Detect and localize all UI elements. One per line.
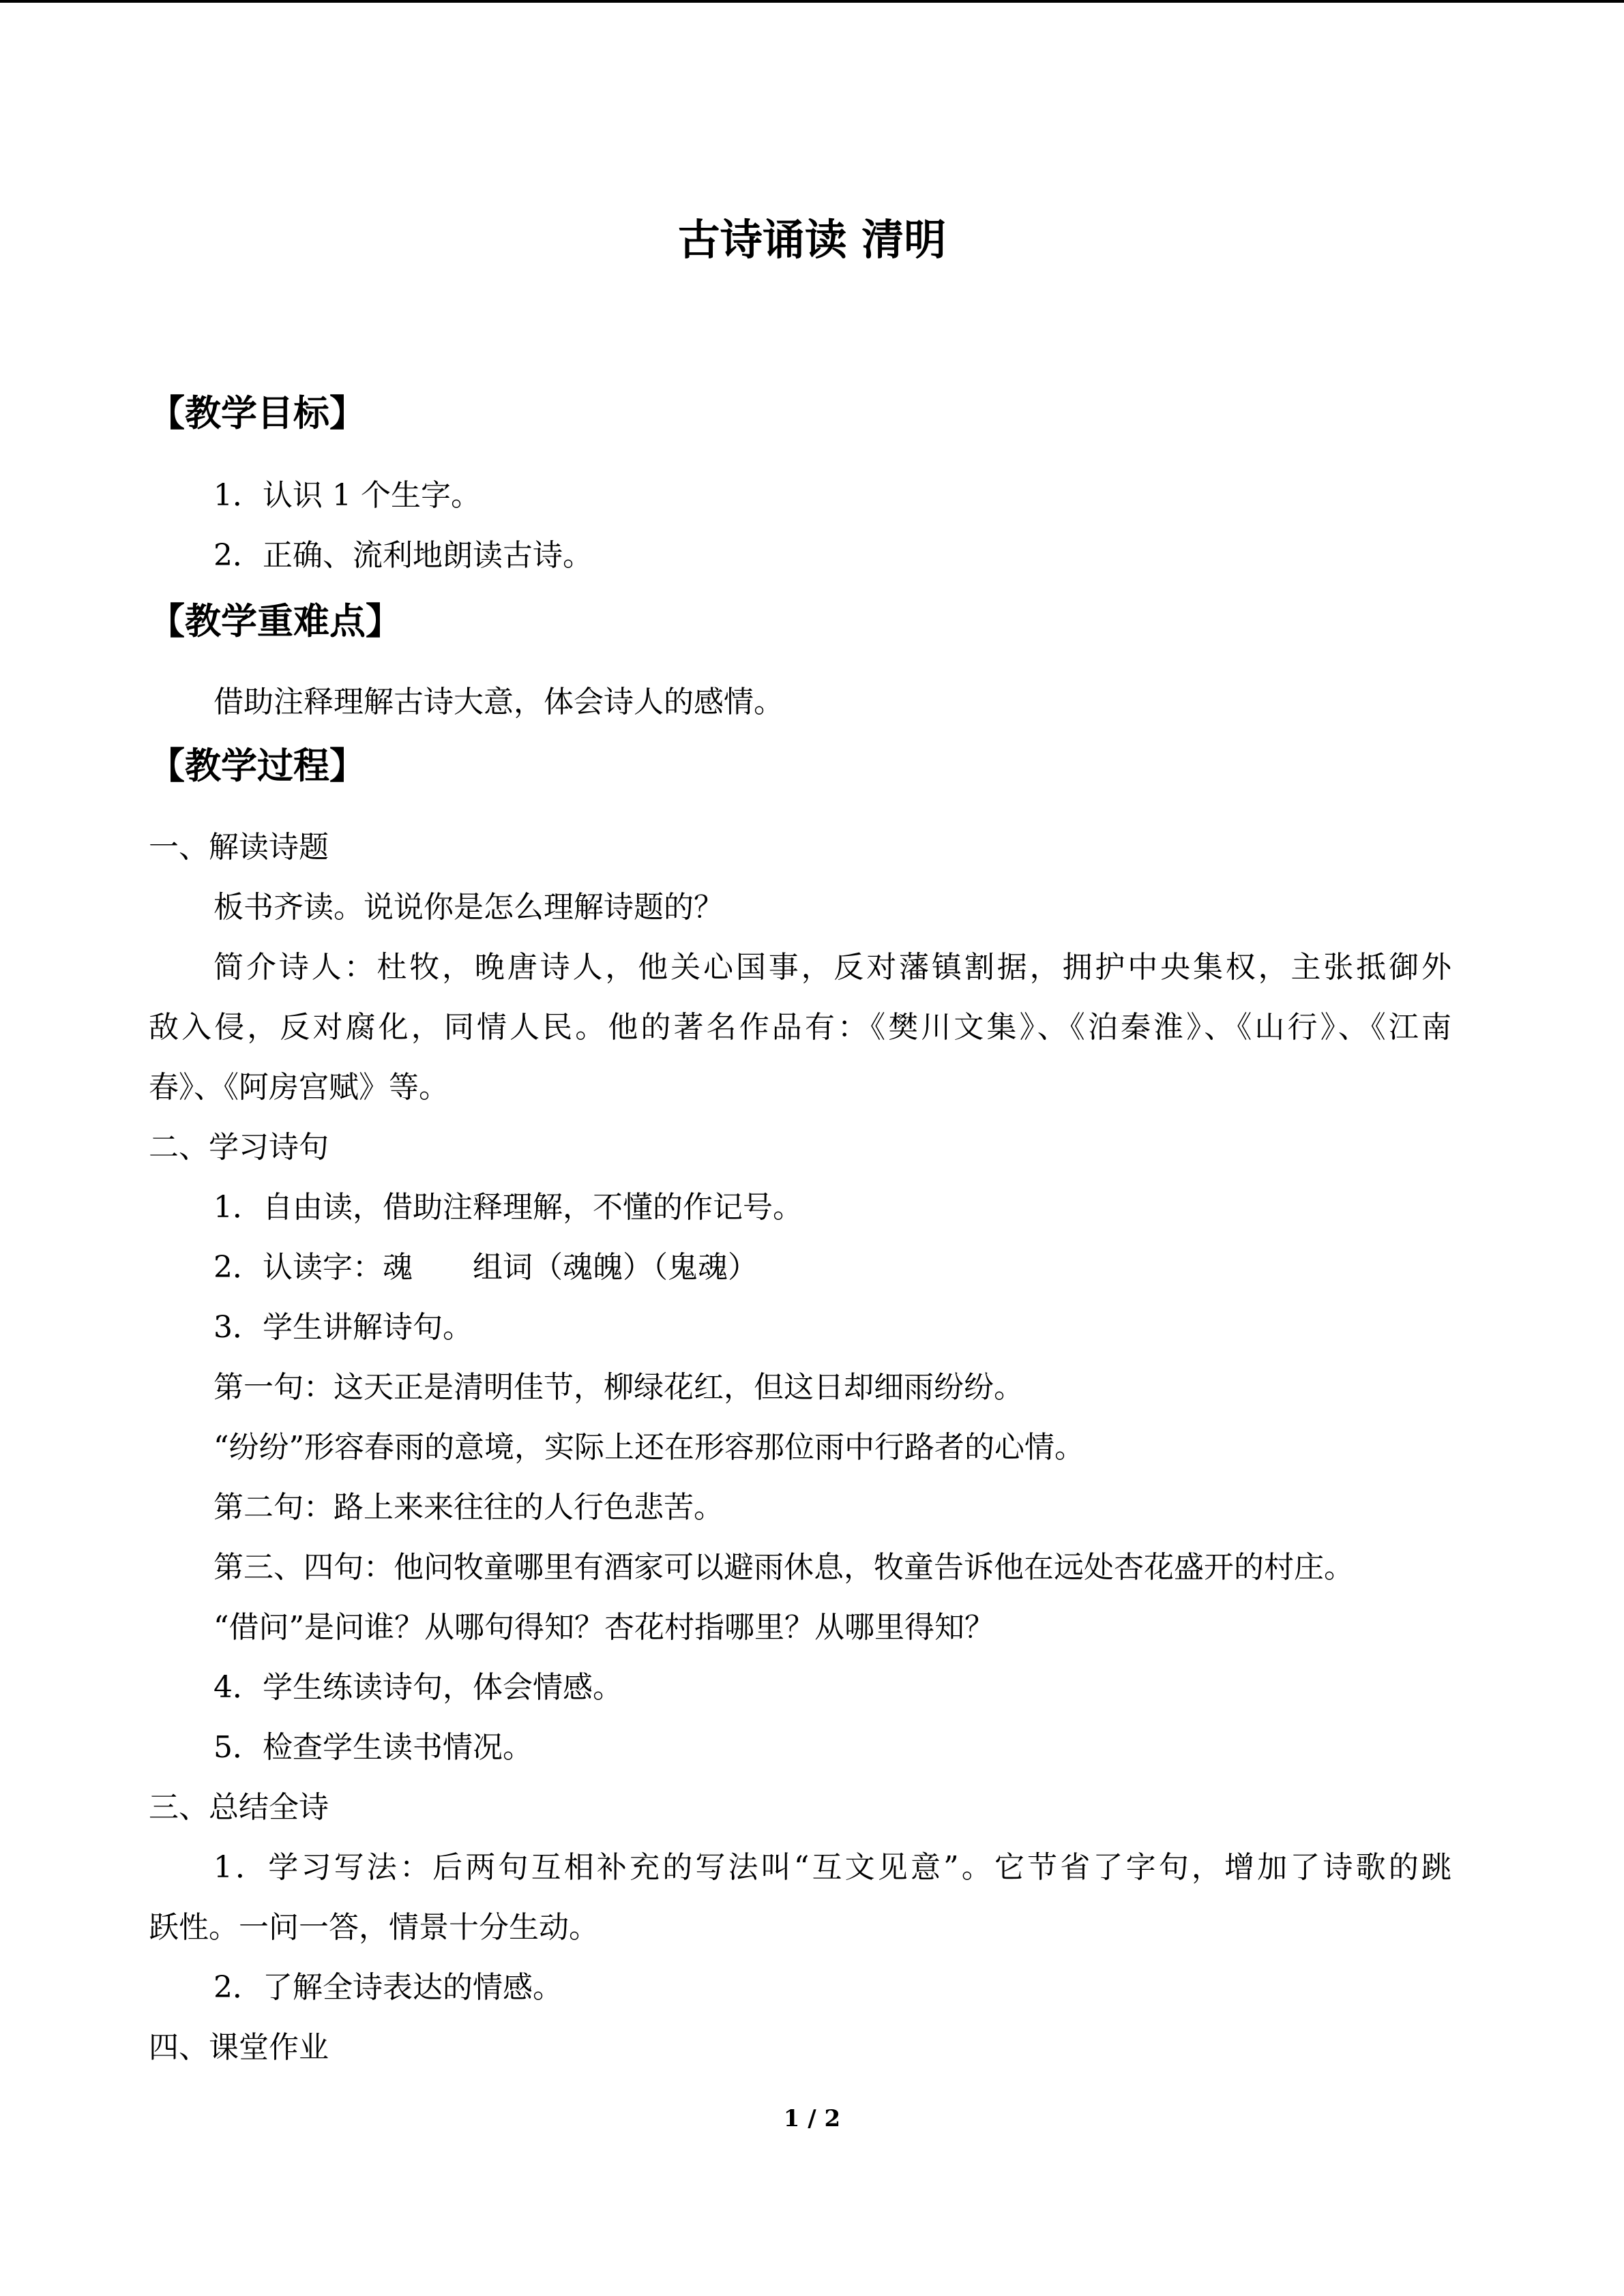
document-title: 古诗诵读 清明 [677,215,947,265]
process-part2-line: 4．学生练读诗句，体会情感。 [213,1670,623,1705]
process-part3-line: 1．学习写法：后两句互相补充的写法叫“互文见意”。它节省了字句，增加了诗歌的跳 [213,1850,1451,1885]
process-part3-heading: 三、总结全诗 [149,1790,329,1825]
process-part4-heading: 四、课堂作业 [149,2030,329,2065]
goal-item-1: 1．认识 1 个生字。 [213,478,481,513]
process-part1-line: 板书齐读。说说你是怎么理解诗题的？ [213,890,724,925]
process-part1-line: 简介诗人：杜牧，晚唐诗人，他关心国事，反对藩镇割据，拥护中央集权，主张抵御外 [213,950,1451,985]
process-part2-line: 3．学生讲解诗句。 [213,1310,473,1345]
process-part3-line: 2．了解全诗表达的情感。 [213,1970,563,2005]
process-part1-heading: 一、解读诗题 [149,830,329,865]
process-part2-heading: 二、学习诗句 [149,1130,329,1165]
process-part2-line: 1．自由读，借助注释理解，不懂的作记号。 [213,1190,803,1225]
section-heading-process: 【教学过程】 [149,745,366,787]
section-heading-goals: 【教学目标】 [149,392,366,434]
process-part2-line: 第二句：路上来来往往的人行色悲苦。 [213,1490,724,1525]
process-part2-line: 5．检查学生读书情况。 [213,1730,533,1765]
page-number: 1 / 2 [783,2105,841,2132]
key-points-text: 借助注释理解古诗大意，体会诗人的感情。 [213,685,784,719]
process-part3-line: 跃性。一问一答，情景十分生动。 [149,1910,599,1945]
process-part1-line: 敌入侵，反对腐化，同情人民。他的著名作品有：《樊川文集》、《泊秦淮》、《山行》、《江南 [149,1010,1451,1045]
process-part1-line: 春》、《阿房宫赋》等。 [149,1070,449,1105]
goal-item-2: 2．正确、流利地朗读古诗。 [213,538,593,573]
process-part2-line: “纷纷”形容春雨的意境，实际上还在形容那位雨中行路者的心情。 [213,1430,1084,1465]
section-heading-key-points: 【教学重难点】 [149,600,402,642]
process-part2-line: 第一句：这天正是清明佳节，柳绿花红，但这日却细雨纷纷。 [213,1370,1024,1405]
process-part2-line: 2．认读字：魂 组词（魂魄）（鬼魂） [213,1250,758,1285]
process-part2-line: “借问”是问谁？从哪句得知？杏花村指哪里？从哪里得知？ [213,1610,994,1645]
process-part2-line: 第三、四句：他问牧童哪里有酒家可以避雨休息，牧童告诉他在远处杏花盛开的村庄。 [213,1550,1354,1585]
